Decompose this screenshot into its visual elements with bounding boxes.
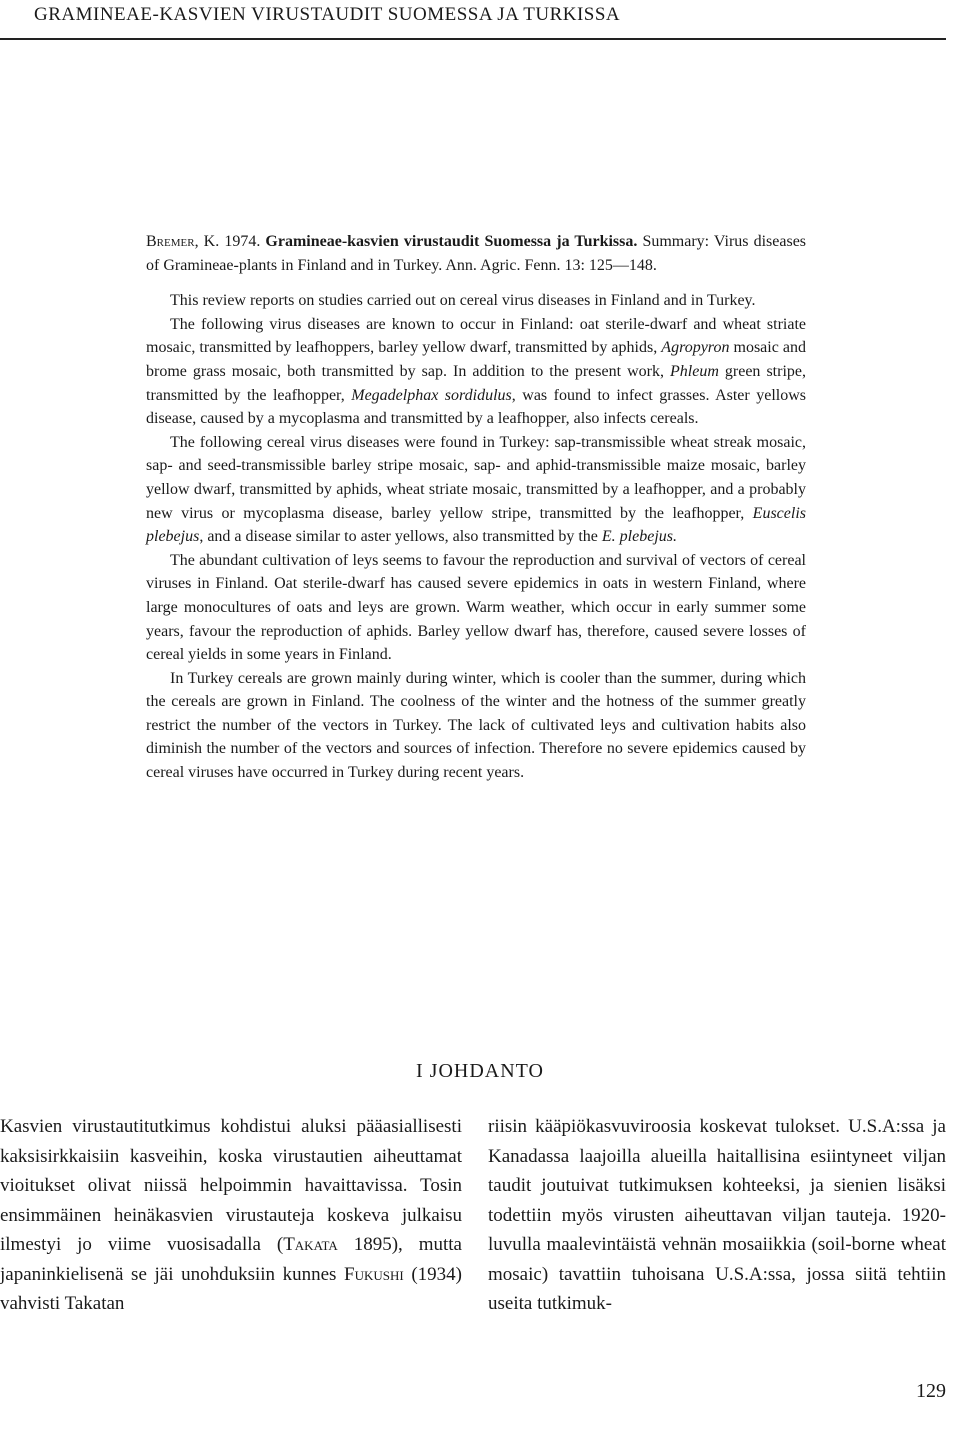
section-title: I JOHDANTO (416, 1060, 544, 1082)
abstract-p2-italic-3: Megadelphax sordidulus (351, 386, 512, 404)
body-left-author-2: Fukushi (344, 1263, 404, 1285)
abstract-p2-text-a: The following virus diseases are known to occur in Finland: oat sterile-dwarf and wheat striate mosaic, transmitted by leafhoppers, barley yellow dwarf, transmitted by aphids, (146, 315, 806, 357)
page-number: 129 (916, 1380, 946, 1402)
body-column-right (488, 1112, 946, 1319)
abstract-p2-italic-1: Agropyron (661, 339, 730, 357)
abstract-p3-text-a: The following cereal virus diseases were found in Turkey: sap-transmissible wheat streak mosaic, sap- and seed-transmissible barley stripe mosaic, sap- and aphid-transmissible maize mosaic, barley yellow dwarf, transmitted by aphids, wheat striate mosaic, transmitted by a leafhopper, and a probably new virus or mycoplasma disease, barley yellow stripe, transmitted by the leafhopper, (146, 433, 806, 522)
body-left-text-b: 1895), mutta japaninkielisenä se jäi unohduksiin kunnes (0, 1234, 462, 1285)
abstract-paragraph-3 (146, 431, 806, 549)
abstract-p2-text-c: green stripe, transmitted by the leafhopper, (146, 362, 807, 404)
abstract-p2-text-d: , was found to infect grasses. Aster yellows disease, caused by a mycoplasma and transmitted by a leafhopper, also infects cereals. (146, 386, 806, 428)
body-left-paragraph (0, 1112, 462, 1319)
body-left-text-a: Kasvien virustautitutkimus kohdistui aluksi pääasiallisesti kaksisirkkaisiin kasveihin, koska virustautien aiheuttamat vioitukset olivat niissä helpoimmin havaittavissa. Tosin ensimmäinen heinäkasvien virustauteja koskeva julkaisu ilmestyi jo viime vuosisadalla ( (0, 1116, 462, 1255)
abstract-p2-text-b: mosaic and brome grass mosaic, both transmitted by sap. In addition to the present work, (146, 339, 807, 380)
abstract-paragraph-1: This review reports on studies carried out on cereal virus diseases in Finland and in Turkey. (170, 292, 756, 310)
body-left-author-1: Takata (283, 1234, 338, 1255)
body-left-text-c: (1934) vahvisti Takatan (0, 1263, 462, 1314)
abstract-block (146, 230, 806, 785)
citation-author: Bremer, K. (146, 233, 220, 250)
abstract-paragraph-4: The abundant cultivation of leys seems to favour the reproduction and survival of vectors of cereal viruses in Finland. Oat sterile-dwarf has caused severe epidemics in oats in western Finland, where large monocultures of oats and leys are grown. Warm weather, which occur in early summer some years, favour the reproduction of aphids. Barley yellow dwarf has, therefore, caused severe losses of cereal yields in some years in Finland. (146, 551, 806, 664)
abstract-p3-text-b: , and a disease similar to aster yellows, also transmitted by the (199, 528, 602, 546)
running-head: GRAMINEAE-KASVIEN VIRUSTAUDIT SUOMESSA JA TURKISSA (34, 4, 621, 25)
abstract-p2-italic-2: Phleum (670, 362, 719, 380)
citation-journal: Ann. Agric. Fenn. 13: 125—148. (445, 256, 657, 274)
body-column-left (0, 1112, 462, 1319)
abstract-paragraph-5: In Turkey cereals are grown mainly during winter, which is cooler than the summer, during which the cereals are grown in Finland. The coolness of the winter and the hotness of the summer greatly restrict the number of the vectors in Turkey. The lack of cultivated leys and cultivation habits also diminish the number of the vectors and sources of infection. Therefore no severe epidemics caused by cereal viruses have occurred in Turkey during recent years. (146, 669, 806, 782)
citation (146, 230, 806, 277)
body-right-paragraph: riisin kääpiökasvuviroosia koskevat tulokset. U.S.A:ssa ja Kanadassa laajoilla alueilla haitallisina esiintyneet viljan taudit joutuivat tutkimuksen kohteeksi, ja sienien lisäksi todettiin myös virusten aiheuttavan viljan tauteja. 1920-luvulla maalevintäistä vehnän mosaiikkia (soil-borne wheat mosaic) tavattiin tuhoisana U.S.A:ssa, jossa siitä tehtiin useita tutkimuk- (488, 1116, 946, 1314)
abstract-p3-italic-2: E. plebejus. (601, 528, 677, 546)
citation-summary: Summary: Virus diseases of Gramineae-plants in Finland and in Turkey. (146, 233, 807, 274)
header-rule (0, 38, 946, 40)
abstract-paragraph-2 (146, 313, 806, 431)
citation-year: 1974. (224, 233, 261, 250)
citation-title: Gramineae-kasvien virustaudit Suomessa ja Turkissa. (265, 233, 638, 250)
abstract-p3-italic-1: Euscelis plebejus (146, 504, 806, 546)
